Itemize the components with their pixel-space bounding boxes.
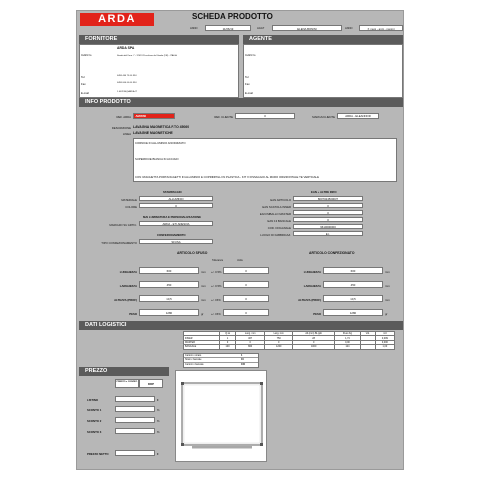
price-label-listino: LISTINO xyxy=(87,398,99,402)
agente-header: AGENTE xyxy=(243,35,403,44)
ean-field-4[interactable]: 0 xyxy=(293,217,363,222)
fornitore-label-email: E-mail xyxy=(81,91,89,95)
table-cell[interactable]: 750 xyxy=(265,336,293,340)
table-cell[interactable]: 467 xyxy=(236,336,265,340)
table-cell[interactable]: 1000 xyxy=(293,345,335,349)
table-header-cell: Peso Kg xyxy=(335,332,361,336)
ean-label-5: COD. DOGANALE xyxy=(267,226,291,230)
sfuso-label-3: ALTEZZA (PROF) xyxy=(114,298,137,302)
price-unit-sconto1: % xyxy=(157,408,160,412)
note-2: SUPERFICIE BIANCA IN ACCIAIO xyxy=(135,157,179,161)
confezionato-title: ARTICOLO CONFEZIONATO xyxy=(309,251,355,255)
brand-label: MARCA/CLIENTE xyxy=(312,115,335,119)
brand-field[interactable]: ARDA - ELEANNOR xyxy=(337,113,379,119)
user-field[interactable]: ELENA BONINI xyxy=(272,25,342,31)
fornitore-name: ARDA SPA xyxy=(117,46,135,50)
ean-label-3: EAN IMBALLO MASTER xyxy=(259,212,291,216)
colore-label: COLORE xyxy=(125,205,137,209)
conf-value-3[interactable]: 10,5 xyxy=(323,295,383,302)
agente-panel xyxy=(243,44,403,98)
ref-cliente-label: REF. CLIENTE xyxy=(214,115,233,119)
price-field-sconto3[interactable] xyxy=(115,428,155,434)
table-cell[interactable]: 0,009 xyxy=(375,336,394,340)
table-cell[interactable]: 1 xyxy=(220,336,236,340)
conf-value-4[interactable]: 1280 xyxy=(323,309,383,316)
fornitore-fax: 0459 000 00 00 334 xyxy=(117,82,137,84)
logistica-header: DATI LOGISTICI xyxy=(79,321,403,330)
tipo-label: TIPO CONFEZIONAMENTO xyxy=(101,241,137,245)
sfuso-value-4[interactable]: 1280 xyxy=(139,309,199,316)
price-label-sconto1: SCONTO 1 xyxy=(87,408,102,412)
table-cell: BANCALE xyxy=(184,345,220,349)
pallet-info-value[interactable]: 16 xyxy=(241,358,244,362)
marchio-field[interactable]: ARDA - ETI ADESIVA xyxy=(139,221,213,226)
agente-label-tel: Tel xyxy=(245,75,249,79)
ean-field-1[interactable]: 8007024500037 xyxy=(293,196,363,201)
table-cell[interactable]: 0 xyxy=(220,340,236,344)
table-cell: INNER xyxy=(184,336,220,340)
materiale-field[interactable]: ALLUMINIO xyxy=(139,196,213,201)
price-field-sconto2[interactable] xyxy=(115,417,155,423)
desc-value: LAVAGNA MAGNETICA F.TO 45060 xyxy=(133,125,190,129)
price-unit-listino: € xyxy=(157,398,159,402)
sfuso-label-2: LARGHEZZA xyxy=(119,284,137,288)
table-cell[interactable]: 800 xyxy=(236,345,265,349)
table-cell[interactable]: 100 xyxy=(220,345,236,349)
user-label: AGGT xyxy=(257,27,265,30)
ean-field-6[interactable]: E.I. xyxy=(293,231,363,236)
sfuso-tolval-4[interactable]: 0 xyxy=(223,309,269,316)
sfuso-unit-3: mm xyxy=(201,298,206,302)
sfuso-label-1: LUNGHEZZA xyxy=(119,270,137,274)
line-label: LINEA xyxy=(122,132,131,136)
ean-label-1: EAN ARTICOLO xyxy=(270,198,291,202)
sfuso-label-4: PESO xyxy=(129,312,137,316)
stampaggio-title: STAMPAGGIO xyxy=(163,190,182,194)
date-label: ANNO xyxy=(190,27,198,30)
sfuso-unit-2: mm xyxy=(201,284,206,288)
table-cell[interactable]: 0,000 xyxy=(375,340,394,344)
table-cell[interactable]: 0 xyxy=(293,340,335,344)
note-1: CORNICE IN ALLUMINIO ANODIZZATO xyxy=(135,141,186,145)
table-cell[interactable]: 0 xyxy=(236,340,265,344)
pack-price-mode[interactable]: DDP xyxy=(139,379,163,388)
ean-label-6: LUOGO DI FABBRICAZ. xyxy=(260,233,291,237)
date-field[interactable]: 11/06/19 xyxy=(205,25,251,31)
conf-label-1: LUNGHEZZA xyxy=(303,270,321,274)
ean-label-2: EAN SCATOLA INNER xyxy=(262,205,291,209)
ean-label-4: EAN 13 BANCALE xyxy=(267,219,291,223)
sfuso-value-2[interactable]: 450 xyxy=(139,281,199,288)
fornitore-label-tel: Tel xyxy=(81,75,85,79)
pallet-info-label: Cartoni x bancale xyxy=(185,362,204,366)
pallet-info-label: Strati x bancale xyxy=(185,358,202,362)
price-field-netto[interactable] xyxy=(115,450,155,456)
year-label: ANNO xyxy=(345,27,353,30)
price-label-sconto2: SCONTO 2 xyxy=(87,419,102,423)
ean-field-3[interactable]: 0 xyxy=(293,210,363,215)
sfuso-value-1[interactable]: 600 xyxy=(139,267,199,274)
desc-label: DESCRIZIONE xyxy=(111,126,131,130)
ref-arda-field[interactable]: AM4560 xyxy=(133,113,175,119)
table-cell xyxy=(360,345,375,349)
table-header-cell: Larg. mm xyxy=(265,332,293,336)
sfuso-unit-4: gr xyxy=(201,312,204,316)
materiale-label: MATERIALE xyxy=(121,198,137,202)
conf-label-4: PESO xyxy=(313,312,321,316)
table-cell[interactable]: 0,00 xyxy=(335,340,361,344)
price-field-listino[interactable] xyxy=(115,396,155,402)
price-field-sconto1[interactable] xyxy=(115,406,155,412)
colore-field[interactable]: 0 xyxy=(139,203,213,208)
info-header: INFO PRODOTTO xyxy=(79,98,403,107)
fornitore-label-address: Indirizzo xyxy=(81,53,92,57)
ref-arda-label: REF. ARDA xyxy=(116,115,131,119)
year-field[interactable]: X mesi - anni - mesini xyxy=(359,25,403,31)
fornitore-tel: 0459 444 75 00 334 xyxy=(117,75,137,77)
sfuso-tolval-2[interactable]: 0 xyxy=(223,281,269,288)
agente-label-fax: Fax xyxy=(245,82,250,86)
ean-field-5[interactable]: 9610000000 xyxy=(293,224,363,229)
conf-value-2[interactable]: 450 xyxy=(323,281,383,288)
pack-price-label: PREZZO x CONFEZ. xyxy=(115,379,139,388)
fornitore-email: 1.00/2/30@ARDA.IT xyxy=(117,91,137,93)
agente-label-email: E-mail xyxy=(245,91,253,95)
conf-unit-3: mm xyxy=(385,298,390,302)
prezzo-header: PREZZO xyxy=(79,367,169,376)
table-cell[interactable]: 28 xyxy=(293,336,335,340)
sfuso-unit-header: Unità xyxy=(237,259,243,262)
table-cell[interactable]: 1,00 xyxy=(375,345,394,349)
confez-title: CONFEZIONAMENTO xyxy=(157,233,186,237)
price-label-sconto3: SCONTO 3 xyxy=(87,430,102,434)
price-label-netto: PREZZO NETTO xyxy=(87,452,109,456)
marchio-label: MARCHIO SU ARTIC. xyxy=(109,223,137,227)
table-header-cell: Vol. xyxy=(360,332,375,336)
sfuso-unit-1: mm xyxy=(201,270,206,274)
table-cell[interactable]: 1,74 xyxy=(335,336,361,340)
ref-cliente-field[interactable]: 0 xyxy=(235,113,295,119)
table-row xyxy=(184,345,395,349)
pallet-info-table xyxy=(183,353,259,368)
product-sheet xyxy=(76,10,404,470)
ean-title: EAN + ALTRE INFO xyxy=(311,190,337,194)
illum-title: MAI LUMINATURA E PERSONALIZZAZIONE xyxy=(143,215,201,219)
tipo-field[interactable]: SFUSA xyxy=(139,239,213,244)
table-header-cell: m3 xyxy=(375,332,394,336)
sfuso-tol-header: Tolleranza xyxy=(212,259,223,262)
fornitore-panel xyxy=(79,44,239,98)
table-header-cell: Lung. mm xyxy=(236,332,265,336)
conf-unit-4: gr xyxy=(385,312,388,316)
conf-unit-1: mm xyxy=(385,270,390,274)
table-cell: MASTER xyxy=(184,340,220,344)
agente-label-address: Indirizzo xyxy=(245,53,256,57)
whiteboard-illustration xyxy=(176,371,268,463)
sfuso-tolval-1[interactable]: 0 xyxy=(223,267,269,274)
table-header-cell: Q.tà xyxy=(220,332,236,336)
conf-value-1[interactable]: 600 xyxy=(323,267,383,274)
table-cell[interactable]: 1200 xyxy=(265,345,293,349)
fornitore-address: Strada del Furn. 7 - 37019 Peschiera del Garda (VR) - ITALIA xyxy=(117,55,177,57)
price-unit-netto: € xyxy=(157,452,159,456)
table-cell[interactable]: 124 xyxy=(335,345,361,349)
list-item xyxy=(184,363,258,367)
fornitore-label-fax: Fax xyxy=(81,82,86,86)
ean-field-2[interactable]: 0 xyxy=(293,203,363,208)
note-3: CON VASCHETTA PORTAOGGETTI IN ALLUMINIO E COPRIDPIGLI IN PLASTICA - KIT X FISSAGGIO AL MURO ORIZZONTALE TE VERTICALE xyxy=(135,175,319,179)
conf-label-3: ALTEZZA (PROF) xyxy=(298,298,321,302)
page-title: SCHEDA PRODOTTO xyxy=(192,12,273,21)
product-image xyxy=(175,370,267,462)
sfuso-value-3[interactable]: 10,5 xyxy=(139,295,199,302)
sfuso-tol-4: +/- 15% xyxy=(211,312,221,316)
arda-logo: ARDA xyxy=(80,13,154,26)
sfuso-tol-2: +/- 0.5% xyxy=(211,284,222,288)
table-header-cell: Alt.(mm) Bi-ppb xyxy=(293,332,335,336)
sfuso-tol-3: +/- 15% xyxy=(211,298,221,302)
pallet-info-value[interactable]: 100 xyxy=(241,362,245,366)
pallet-info-label: Cartoni x strato xyxy=(185,354,202,357)
line-value: LAVAGNE MAGNETICHE xyxy=(133,131,173,135)
price-unit-sconto2: % xyxy=(157,419,160,423)
sfuso-tol-1: +/- 0.5% xyxy=(211,270,222,274)
table-cell[interactable]: 0 xyxy=(265,340,293,344)
conf-label-2: LARGHEZZA xyxy=(303,284,321,288)
fornitore-header: FORNITORE xyxy=(79,35,239,44)
price-unit-sconto3: % xyxy=(157,430,160,434)
pallet-info-value[interactable]: 1 xyxy=(241,354,243,357)
sfuso-tolval-3[interactable]: 0 xyxy=(223,295,269,302)
logistics-table xyxy=(183,331,395,350)
conf-unit-2: mm xyxy=(385,284,390,288)
sfuso-title: ARTICOLO SFUSO xyxy=(177,251,208,255)
